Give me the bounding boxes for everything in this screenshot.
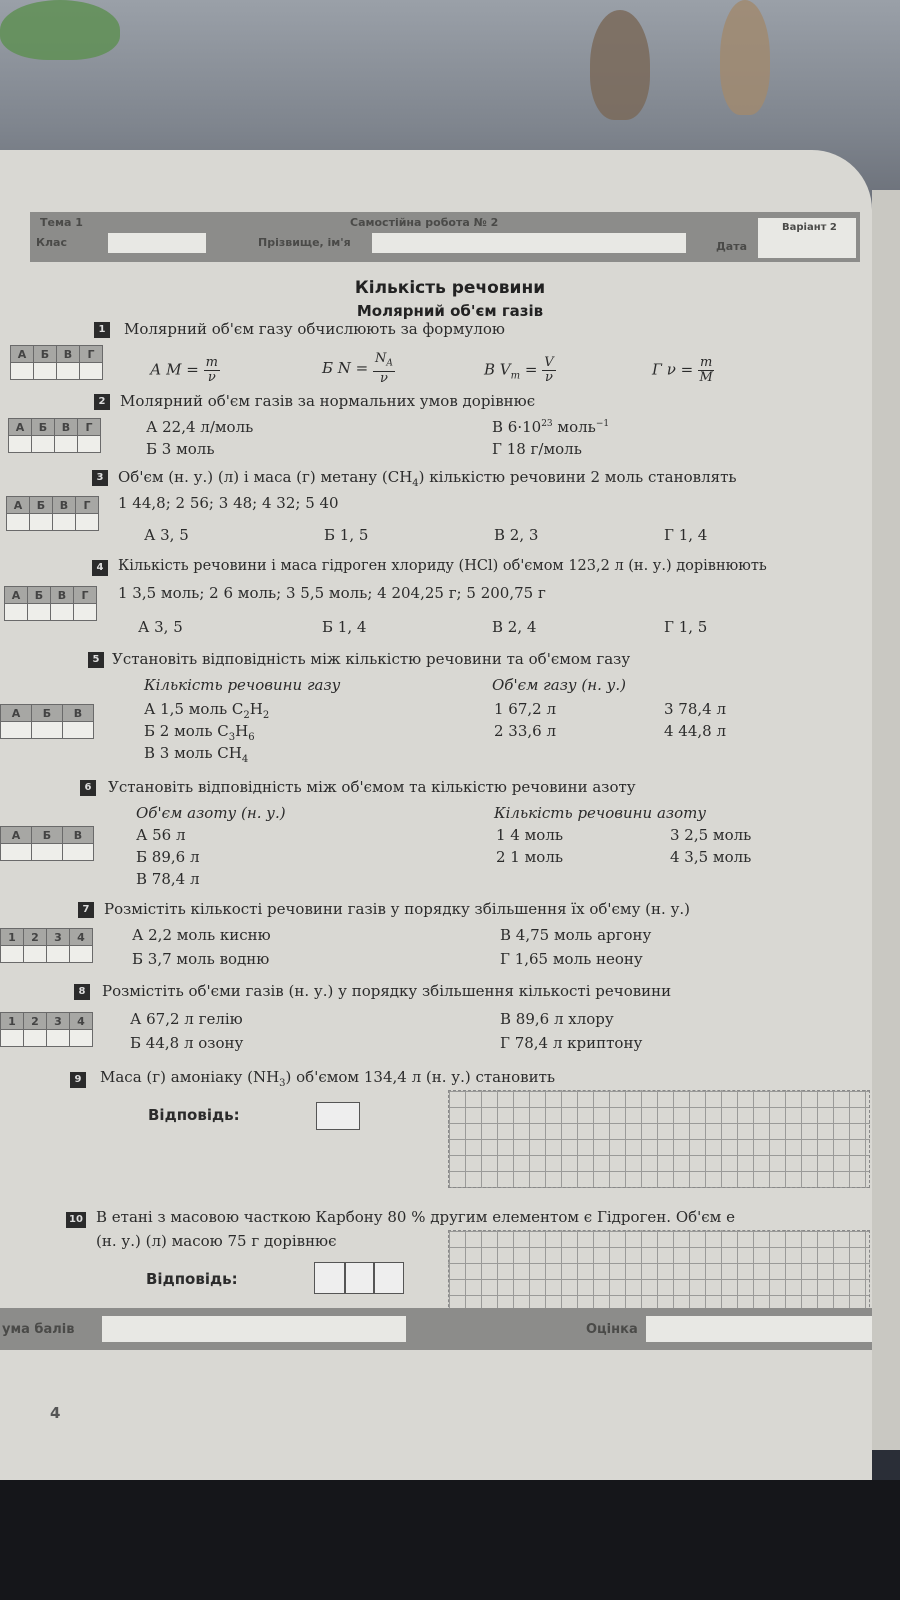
answer-cell[interactable]: [28, 604, 51, 621]
answer-cell[interactable]: [1, 1030, 24, 1047]
answer-grid[interactable]: [0, 928, 93, 963]
grid-label: А: [7, 497, 30, 514]
answer-cell[interactable]: [30, 514, 53, 531]
grid-label: 2: [24, 929, 47, 946]
footer-bar: [0, 1308, 872, 1350]
grid-label: 4: [70, 929, 93, 946]
question-text: Кількість речовини і маса гідроген хлориду (HCl) об'ємом 123,2 л (н. у.) дорівнюють: [118, 558, 767, 574]
match-item: 3 78,4 л: [664, 700, 727, 718]
page-number: 4: [50, 1404, 61, 1422]
answer-cell[interactable]: [32, 436, 55, 453]
option-d: Г 78,4 л криптону: [500, 1034, 643, 1052]
page-subtitle: Молярний об'єм газів: [356, 302, 544, 320]
question-number: 3: [92, 470, 108, 486]
question-number: 2: [94, 394, 110, 410]
option-c: В $V_m$ = $\frac{V}{\nu}$: [484, 355, 554, 385]
question-text: Молярний об'єм газу обчислюють за формулою: [124, 320, 505, 338]
name-field[interactable]: [372, 233, 686, 253]
answer-list: 1 3,5 моль; 2 6 моль; 3 5,5 моль; 4 204,25 г; 5 200,75 г: [118, 584, 546, 602]
column-heading: Кількість речовини азоту: [494, 804, 707, 822]
class-label: Клас: [36, 236, 67, 249]
answer-grid[interactable]: [10, 345, 103, 380]
answer-cell[interactable]: [57, 363, 80, 380]
option-c: В 3 моль $CH_4$: [144, 744, 249, 765]
grid-label: А: [1, 827, 32, 844]
grid-label: 1: [1, 929, 24, 946]
option-a: А 67,2 л гелію: [130, 1010, 243, 1028]
grid-label: А: [9, 419, 32, 436]
answer-label: Відповідь:: [146, 1270, 238, 1288]
match-item: 2 1 моль: [496, 848, 564, 866]
grid-label: В: [51, 587, 74, 604]
answer-cell[interactable]: [47, 1030, 70, 1047]
grid-label: Б: [34, 346, 57, 363]
question-text: Установіть відповідність між кількістю речовини та об'ємом газу: [112, 650, 631, 668]
option-a: А 2,2 моль кисню: [132, 926, 271, 944]
answer-cell[interactable]: [5, 604, 28, 621]
answer-cell[interactable]: [80, 363, 103, 380]
answer-cell[interactable]: [11, 363, 34, 380]
grade-label: Оцінка: [586, 1322, 638, 1337]
grid-label: Г: [76, 497, 99, 514]
grid-label: В: [57, 346, 80, 363]
answer-cell[interactable]: [51, 604, 74, 621]
name-label: Прізвище, ім'я: [258, 236, 351, 249]
match-item: 4 44,8 л: [664, 722, 727, 740]
answer-grid[interactable]: [6, 496, 99, 531]
answer-cell[interactable]: [78, 436, 101, 453]
option-c: В 89,6 л хлору: [500, 1010, 614, 1028]
match-item: 3 2,5 моль: [670, 826, 752, 844]
answer-cell[interactable]: [70, 1030, 93, 1047]
option-c: В 2, 4: [492, 618, 537, 636]
option-d: Г 1,65 моль неону: [500, 950, 643, 968]
option-b: Б 44,8 л озону: [130, 1034, 244, 1052]
option-c: В 4,75 моль аргону: [500, 926, 652, 944]
work-title: Самостійна робота № 2: [350, 216, 499, 229]
option-b: Б 1, 5: [324, 526, 369, 544]
option-b: Б 3,7 моль водню: [132, 950, 270, 968]
grid-label: В: [55, 419, 78, 436]
question-text: В етані з масовою часткою Карбону 80 % другим елементом є Гідроген. Об'єм е: [96, 1208, 735, 1226]
grid-label: Г: [80, 346, 103, 363]
option-c: В $6\cdot 10^{23}$ моль$^{-1}$: [492, 418, 610, 436]
question-number: 5: [88, 652, 104, 668]
answer-cell[interactable]: [53, 514, 76, 531]
option-a: А 3, 5: [138, 618, 183, 636]
answer-cell[interactable]: [63, 722, 94, 739]
question-text: Розмістіть кількості речовини газів у порядку збільшення їх об'єму (н. у.): [104, 900, 691, 918]
answer-cell[interactable]: [1, 946, 24, 963]
page-title: Кількість речовини: [354, 278, 546, 298]
decor-feather: [590, 10, 650, 120]
grid-label: Г: [78, 419, 101, 436]
topic-label: Тема 1: [40, 216, 83, 229]
question-number: 8: [74, 984, 90, 1000]
grid-label: 4: [70, 1013, 93, 1030]
question-text: Маса (г) амоніаку $(NH_3)$ об'ємом 134,4 л (н. у.) становить: [100, 1068, 556, 1089]
grid-label: Б: [30, 497, 53, 514]
grid-label: А: [11, 346, 34, 363]
option-d: Г 1, 5: [664, 618, 708, 636]
answer-cell[interactable]: [34, 363, 57, 380]
grid-label: В: [53, 497, 76, 514]
option-a: А M = $\frac{m}{\nu}$: [150, 355, 218, 385]
grid-label: 2: [24, 1013, 47, 1030]
answer-cell[interactable]: [9, 436, 32, 453]
grid-label: А: [1, 705, 32, 722]
option-b: Б 2 моль $C_3H_6$: [144, 722, 255, 743]
background-dark: [0, 1480, 900, 1600]
answer-box[interactable]: [316, 1102, 360, 1130]
option-b: Б 1, 4: [322, 618, 367, 636]
class-field[interactable]: [108, 233, 206, 253]
grid-label: Б: [32, 419, 55, 436]
grid-label: Б: [32, 827, 63, 844]
answer-box-divider: [344, 1262, 346, 1294]
answer-cell[interactable]: [7, 514, 30, 531]
answer-grid[interactable]: [0, 826, 94, 861]
answer-cell[interactable]: [76, 514, 99, 531]
answer-cell[interactable]: [70, 946, 93, 963]
answer-box-divider: [373, 1262, 375, 1294]
question-text: Установіть відповідність між об'ємом та кількістю речовини азоту: [108, 778, 636, 796]
draft-grid: [448, 1090, 870, 1188]
question-number: 9: [70, 1072, 86, 1088]
question-text: Об'єм (н. у.) (л) і маса (г) метану $(CH_4)$ кількістю речовини 2 моль становлять: [118, 468, 737, 489]
answer-cell[interactable]: [47, 946, 70, 963]
question-text-continued: (н. у.) (л) масою 75 г дорівнює: [96, 1232, 337, 1250]
answer-grid[interactable]: [4, 586, 97, 621]
answer-cell[interactable]: [1, 844, 32, 861]
grid-label: Г: [74, 587, 97, 604]
grid-label: В: [63, 705, 94, 722]
score-label: ума балів: [2, 1322, 75, 1337]
grid-label: 3: [47, 929, 70, 946]
variant-label: Варіант 2: [782, 222, 837, 233]
header-bar: [30, 212, 860, 262]
score-field[interactable]: [102, 1316, 406, 1342]
option-d: Г ν = $\frac{m}{M}$: [652, 355, 713, 385]
decor-feather: [720, 0, 770, 115]
answer-grid[interactable]: [8, 418, 101, 453]
grid-label: 1: [1, 1013, 24, 1030]
answer-cell[interactable]: [74, 604, 97, 621]
column-heading: Об'єм газу (н. у.): [492, 676, 626, 694]
option-b: Б 3 моль: [146, 440, 215, 458]
match-item: 1 67,2 л: [494, 700, 557, 718]
answer-cell[interactable]: [63, 844, 94, 861]
answer-cell[interactable]: [24, 1030, 47, 1047]
answer-cell[interactable]: [32, 844, 63, 861]
answer-grid[interactable]: [0, 1012, 93, 1047]
decor-feather: [0, 0, 120, 60]
option-d: Г 18 г/моль: [492, 440, 582, 458]
option-a: А 3, 5: [144, 526, 189, 544]
question-text: Молярний об'єм газів за нормальних умов дорівнює: [120, 392, 536, 410]
answer-box[interactable]: [314, 1262, 404, 1294]
question-number: 6: [80, 780, 96, 796]
question-number: 4: [92, 560, 108, 576]
match-item: 4 3,5 моль: [670, 848, 752, 866]
answer-cell[interactable]: [55, 436, 78, 453]
column-heading: Об'єм азоту (н. у.): [136, 804, 286, 822]
option-c: В 78,4 л: [136, 870, 200, 888]
answer-cell[interactable]: [1, 722, 32, 739]
answer-cell[interactable]: [32, 722, 63, 739]
option-a: А 1,5 моль $C_2H_2$: [144, 700, 270, 721]
grade-field[interactable]: [646, 1316, 872, 1342]
grid-label: Б: [28, 587, 51, 604]
option-a: А 22,4 л/моль: [146, 418, 254, 436]
column-heading: Кількість речовини газу: [144, 676, 341, 694]
answer-list: 1 44,8; 2 56; 3 48; 4 32; 5 40: [118, 494, 339, 512]
match-item: 2 33,6 л: [494, 722, 557, 740]
grid-label: Б: [32, 705, 63, 722]
grid-label: В: [63, 827, 94, 844]
option-b: Б 89,6 л: [136, 848, 200, 866]
date-label: Дата: [716, 240, 748, 253]
question-number: 10: [66, 1212, 86, 1228]
answer-cell[interactable]: [24, 946, 47, 963]
option-a: А 56 л: [136, 826, 186, 844]
answer-grid[interactable]: [0, 704, 94, 739]
grid-label: 3: [47, 1013, 70, 1030]
option-d: Г 1, 4: [664, 526, 708, 544]
question-number: 7: [78, 902, 94, 918]
option-b: Б N = $\frac{N_A}{\nu}$: [322, 351, 393, 386]
question-number: 1: [94, 322, 110, 338]
match-item: 1 4 моль: [496, 826, 564, 844]
option-c: В 2, 3: [494, 526, 539, 544]
question-text: Розмістіть об'єми газів (н. у.) у порядку збільшення кількості речовини: [102, 982, 672, 1000]
page-edge: [872, 190, 900, 1450]
grid-label: А: [5, 587, 28, 604]
answer-label: Відповідь:: [148, 1106, 240, 1124]
